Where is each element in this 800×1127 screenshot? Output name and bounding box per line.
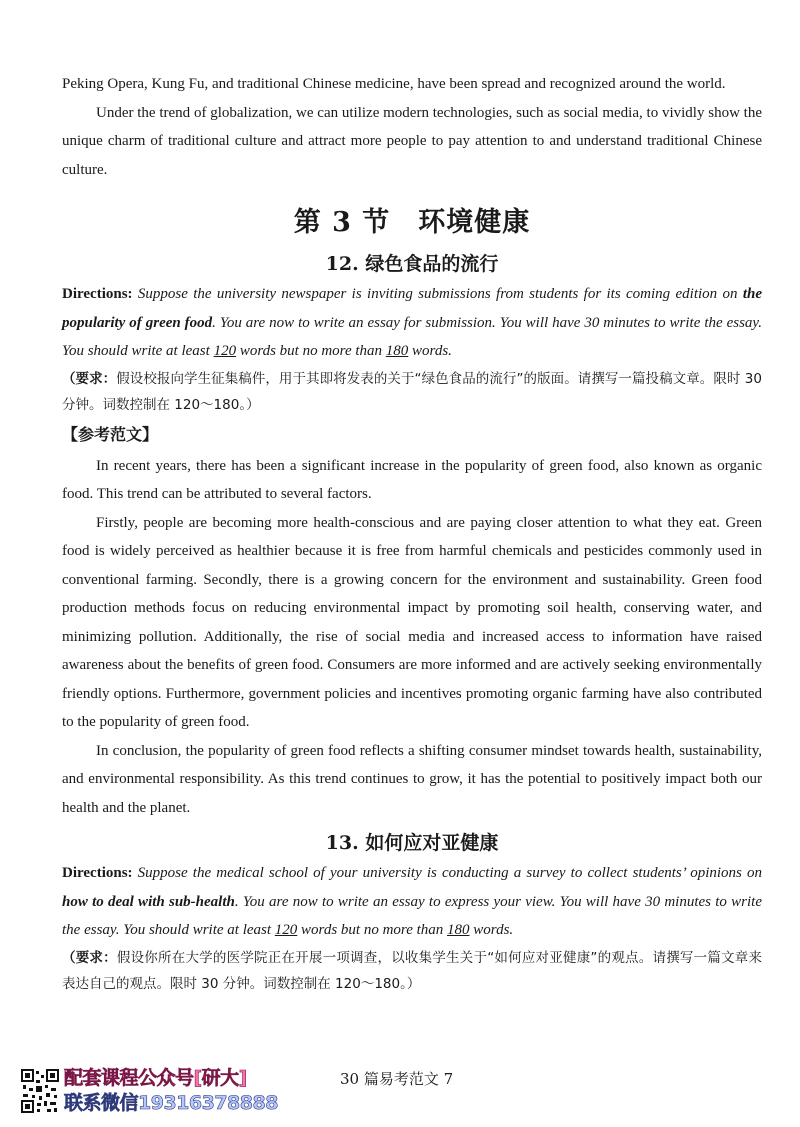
min-word-count: 120 (274, 922, 298, 938)
watermark-line-1: 配套课程公众号[研大] (64, 1067, 247, 1089)
essay-12-paragraph-1: In recent years, there has been a significant increase in the popularity of green food, also known as organic food. This trend can be attributed to several factors. (62, 457, 762, 502)
intro-paragraph-1: Peking Opera, Kung Fu, and traditional Chinese medicine, have been spread and recognized around the world. (62, 76, 726, 92)
max-word-count: 180 (385, 343, 409, 359)
essay-13-title: 13. 如何应对亚健康 (325, 832, 499, 854)
essay-13-requirements: （要求：假设你所在大学的医学院正在开展一项调查，以收集学生关于“如何应对亚健康”的观点。请撰写一篇文章来表达自己的观点。限时 30 分钟。词数控制在 120～180。） (62, 949, 762, 992)
watermark (64, 1066, 314, 1116)
essay-13-topic: how to deal with sub-health (62, 893, 235, 910)
essay-12-paragraph-2: Firstly, people are becoming more health-conscious and are paying closer attention to what they eat. Green food is widely perceived as healthier because it is free from harmful chemicals and pesticides commonly used in conventional farming. Secondly, there is a growing concern for the environment and sustainability. Green food production methods focus on reducing environmental impact by promoting soil health, conserving water, and minimizing pollution. Additionally, the rise of social media and increased access to information have raised awareness about the benefits of green food. Consumers are more informed and are actively seeking environmentally friendly options. Furthermore, government policies and incentives promoting organic farming have also contributed to the popularity of green food. (62, 514, 762, 730)
qr-code-icon (20, 1068, 60, 1114)
essay-13-directions: Directions: Suppose the medical school of your university is conducting a survey to collect students’ opinions on how to deal with sub-health. You are now to write an essay to express your view. You will have 30 minutes to write the essay. You should write at least 120 words but no more than 180 words. (62, 865, 762, 938)
intro-paragraph-2: Under the trend of globalization, we can utilize modern technologies, such as social media, to vividly show the unique charm of traditional culture and attract more people to pay attention to and understand traditional Chinese culture. (62, 104, 762, 178)
page-footer: 30 篇易考范文 7 (340, 1070, 454, 1088)
essay-12-directions: Directions: Suppose the university newspaper is inviting submissions from students for its coming edition on the popularity of green food. You are now to write an essay for submission. You will have 30 minutes to write the essay. You should write at least 120 words but no more than 180 words. (62, 286, 762, 359)
page-content (62, 70, 762, 997)
section-title (62, 200, 762, 239)
section-name: 环境健康 (418, 207, 531, 238)
reference-essay-heading: 【参考范文】 (62, 424, 159, 444)
essay-12-topic: the popularity of green food (62, 286, 762, 331)
directions-label: Directions: (62, 286, 133, 302)
essay-12-requirements: （要求：假设校报向学生征集稿件，用于其即将发表的关于“绿色食品的流行”的版面。请撰写一篇投稿文章。限时 30 分钟。词数控制在 120～180。） (62, 370, 762, 413)
directions-label: Directions: (62, 865, 133, 881)
max-word-count: 180 (447, 922, 470, 938)
watermark-line-2: 联系微信19316378888 (64, 1092, 278, 1114)
essay-12-title: 12. 绿色食品的流行 (325, 253, 499, 275)
section-number: 第 3 节 (293, 207, 391, 238)
essay-12-paragraph-3: In conclusion, the popularity of green food reflects a shifting consumer mindset towards health, sustainability, and environmental responsibility. As this trend continues to grow, it has the potential to positively impact both our health and the planet. (62, 742, 762, 816)
min-word-count: 120 (213, 343, 237, 359)
